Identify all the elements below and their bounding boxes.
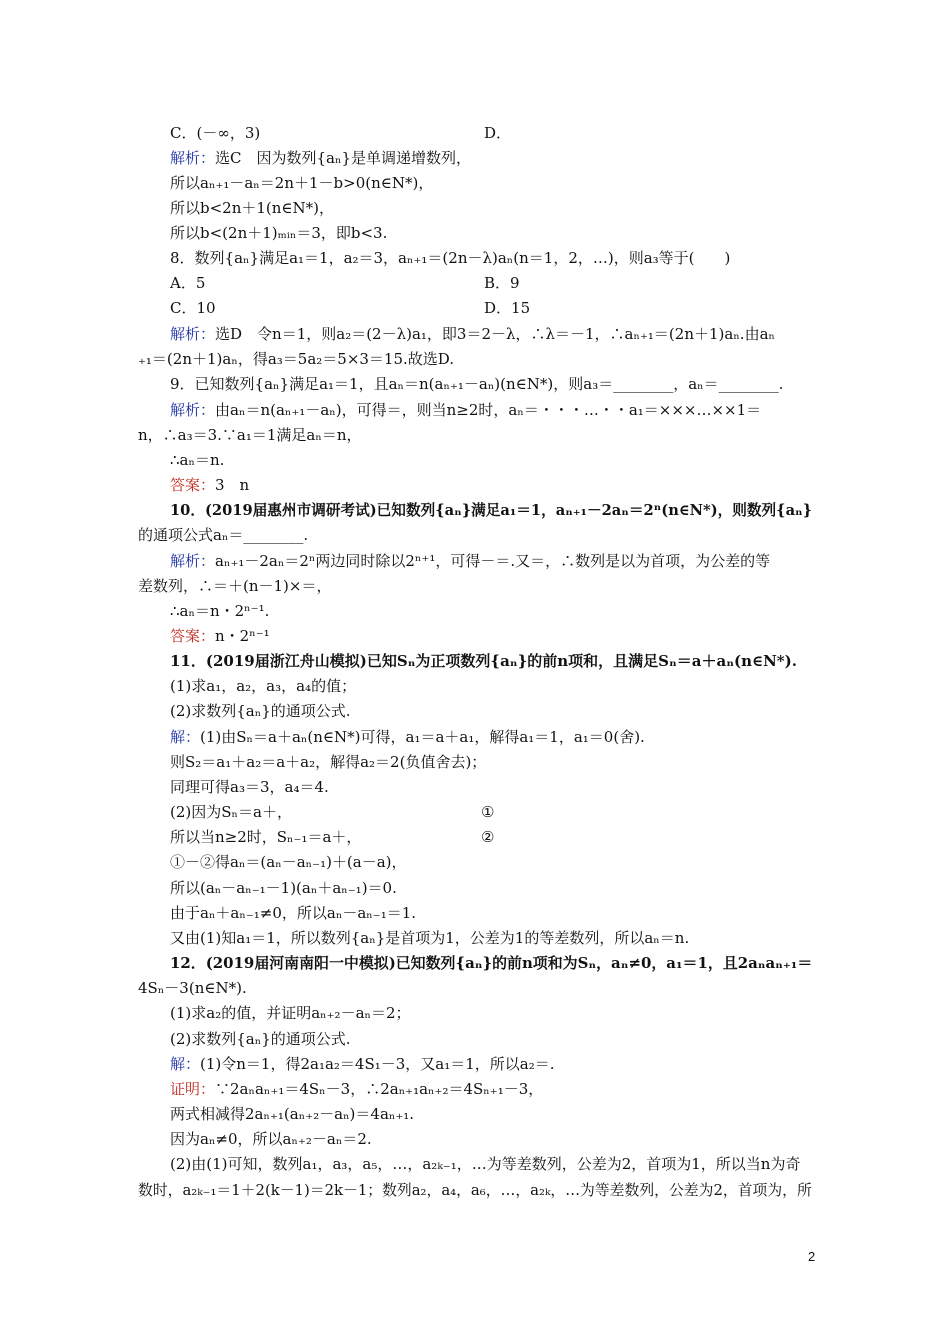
text-line [170, 953, 812, 973]
line-text: ∴aₙ＝n・2ⁿ⁻¹. [170, 602, 270, 620]
text-line [138, 349, 454, 369]
text-line [170, 450, 224, 470]
text-line [170, 248, 730, 268]
line-text: (2)由(1)可知，数列a₁，a₃，a₅，…，a₂ₖ₋₁，…为等差数列，公差为2，首项为1，所以当n为奇 [170, 1155, 801, 1173]
text-line [170, 928, 689, 948]
text-line [170, 701, 351, 721]
line-text: ₊₁＝(2n＋1)aₙ，得a₃＝5a₂＝5×3＝15.故选D. [138, 350, 455, 368]
text-line [170, 1129, 372, 1149]
text-line [170, 1054, 555, 1074]
line-text: 由aₙ＝n(aₙ₊₁－aₙ)，可得＝，则当n≥2时，aₙ＝・・・…・・a₁＝×××…××1＝ [215, 401, 762, 419]
answer-label: 解析： [170, 552, 216, 570]
text-line [481, 802, 494, 822]
answer-label: 解析： [170, 401, 216, 419]
text-line [170, 400, 761, 420]
line-text: A．5 [170, 274, 206, 292]
line-text: n，∴a₃＝3.∵a₁＝1满足aₙ＝n， [138, 426, 362, 444]
line-text: D． [484, 124, 512, 142]
line-text: C．(－∞，3) [170, 124, 261, 142]
answer-label: 解析： [170, 325, 216, 343]
text-line [170, 827, 361, 847]
line-text: 两式相减得2aₙ₊₁(aₙ₊₂－aₙ)＝4aₙ₊₁. [170, 1105, 415, 1123]
text-line [170, 1154, 800, 1174]
line-text: 10．(2019届惠州市调研考试)已知数列{aₙ}满足a₁＝1，aₙ₊₁－2aₙ＝2ⁿ(n∈N*)，则数列{aₙ} [170, 501, 813, 519]
text-line [170, 475, 249, 495]
answer-label: 答案： [170, 476, 216, 494]
line-text: 3 n [215, 476, 250, 494]
line-text: 由于aₙ＋aₙ₋₁≠0，所以aₙ－aₙ₋₁＝1. [170, 904, 417, 922]
text-line [138, 1180, 812, 1200]
line-text: 则S₂＝a₁＋a₂＝a＋a₂，解得a₂＝2(负值舍去)； [170, 753, 487, 771]
line-text: 所以当n≥2时，Sₙ₋₁＝a＋， [170, 828, 362, 846]
line-text: ∴aₙ＝n. [170, 451, 225, 469]
line-text: ①－②得aₙ＝(aₙ－aₙ₋₁)＋(a－a)， [170, 853, 407, 871]
line-text: 因为aₙ≠0，所以aₙ₊₂－aₙ＝2. [170, 1130, 372, 1148]
line-text: ① [481, 803, 495, 821]
text-line [170, 903, 416, 923]
line-text: (1)由Sₙ＝a＋aₙ(n∈N*)可得，a₁＝a＋a₁，解得a₁＝1，a₁＝0(舍). [200, 728, 645, 746]
text-line [138, 978, 247, 998]
answer-label: 解： [170, 728, 201, 746]
line-text: B．9 [484, 274, 520, 292]
line-text: 的通项公式aₙ＝________. [138, 526, 309, 544]
text-line [170, 123, 260, 143]
line-text: D．15 [484, 299, 531, 317]
line-text: 所以(aₙ－aₙ₋₁－1)(aₙ＋aₙ₋₁)＝0. [170, 879, 397, 897]
line-text: ∵2aₙaₙ₊₁＝4Sₙ－3，∴2aₙ₊₁aₙ₊₂＝4Sₙ₊₁－3， [215, 1080, 544, 1098]
text-line [170, 551, 770, 571]
line-text: (2)因为Sₙ＝a＋， [170, 803, 292, 821]
answer-label: 证明： [170, 1080, 216, 1098]
text-line [484, 298, 530, 318]
text-line [170, 1079, 543, 1099]
line-text: aₙ₊₁－2aₙ＝2ⁿ两边同时除以2ⁿ⁺¹，可得－＝.又＝，∴数列是以为首项，为公差的等 [215, 552, 771, 570]
line-text: 12．(2019届河南南阳一中模拟)已知数列{aₙ}的前n项和为Sₙ，aₙ≠0，a₁＝1，且2aₙaₙ₊₁＝ [170, 954, 813, 972]
line-text: (2)求数列{aₙ}的通项公式. [170, 1030, 351, 1048]
line-text: 11．(2019届浙江舟山模拟)已知Sₙ为正项数列{aₙ}的前n项和，且满足Sₙ＝a＋aₙ(n∈N*). [170, 652, 797, 670]
line-text: (1)令n＝1，得2a₁a₂＝4S₁－3，又a₁＝1，所以a₂＝. [200, 1055, 555, 1073]
line-text: 又由(1)知a₁＝1，所以数列{aₙ}是首项为1，公差为1的等差数列，所以aₙ＝n. [170, 929, 690, 947]
text-line [170, 651, 797, 671]
line-text: 8．数列{aₙ}满足a₁＝1，a₂＝3，aₙ₊₁＝(2n－λ)aₙ(n＝1，2，…)，则a₃等于( ) [170, 249, 731, 267]
text-line [170, 298, 216, 318]
text-line [170, 1104, 414, 1124]
text-line [138, 576, 331, 596]
text-line [484, 273, 520, 293]
line-text: 所以b<2n＋1(n∈N*)， [170, 199, 335, 217]
text-line [138, 425, 362, 445]
text-line [481, 827, 494, 847]
text-line [170, 777, 329, 797]
text-line [170, 802, 292, 822]
text-line [170, 223, 387, 243]
text-line [138, 525, 308, 545]
text-line [170, 273, 205, 293]
text-line [170, 752, 486, 772]
text-line [170, 676, 356, 696]
text-line [170, 198, 334, 218]
line-text: 数时，a₂ₖ₋₁＝1＋2(k－1)＝2k－1；数列a₂，a₄，a₆，…，a₂ₖ，…为等差数列，公差为2，首项为，所 [138, 1181, 812, 1199]
text-line [170, 626, 270, 646]
answer-label: 答案： [170, 627, 216, 645]
line-text: (2)求数列{aₙ}的通项公式. [170, 702, 351, 720]
text-line [170, 601, 269, 621]
text-line [170, 500, 812, 520]
line-text: 选C 因为数列{aₙ}是单调递增数列， [215, 149, 472, 167]
answer-label: 解析： [170, 149, 216, 167]
line-text: 选D 令n＝1，则a₂＝(2－λ)a₁，即3＝2－λ，∴λ＝－1，∴aₙ₊₁＝(2n＋1)aₙ.由aₙ [215, 325, 776, 343]
answer-label: 解： [170, 1055, 201, 1073]
text-line [170, 852, 407, 872]
line-text: 差数列，∴＝＋(n－1)×＝， [138, 577, 332, 595]
text-line [170, 374, 783, 394]
text-line [170, 1003, 411, 1023]
line-text: 所以aₙ₊₁－aₙ＝2n＋1－b>0(n∈N*)， [170, 174, 434, 192]
text-line [484, 123, 511, 143]
line-text: 4Sₙ－3(n∈N*). [138, 979, 247, 997]
page-number: 2 [808, 1249, 816, 1264]
text-line [170, 173, 433, 193]
text-line [170, 878, 397, 898]
line-text: (1)求a₁，a₂，a₃，a₄的值； [170, 677, 357, 695]
line-text: 同理可得a₃＝3，a₄＝4. [170, 778, 329, 796]
line-text: 所以b<(2n＋1)ₘᵢₙ＝3，即b<3. [170, 224, 388, 242]
line-text: 9．已知数列{aₙ}满足a₁＝1，且aₙ＝n(aₙ₊₁－aₙ)(n∈N*)，则a₃＝________，aₙ＝________. [170, 375, 784, 393]
line-text: (1)求a₂的值，并证明aₙ₊₂－aₙ＝2； [170, 1004, 411, 1022]
text-line [170, 324, 775, 344]
line-text: C．10 [170, 299, 216, 317]
text-line [170, 1029, 351, 1049]
line-text: ② [481, 828, 495, 846]
line-text: n・2ⁿ⁻¹ [215, 627, 270, 645]
text-line [170, 727, 645, 747]
text-line [170, 148, 471, 168]
